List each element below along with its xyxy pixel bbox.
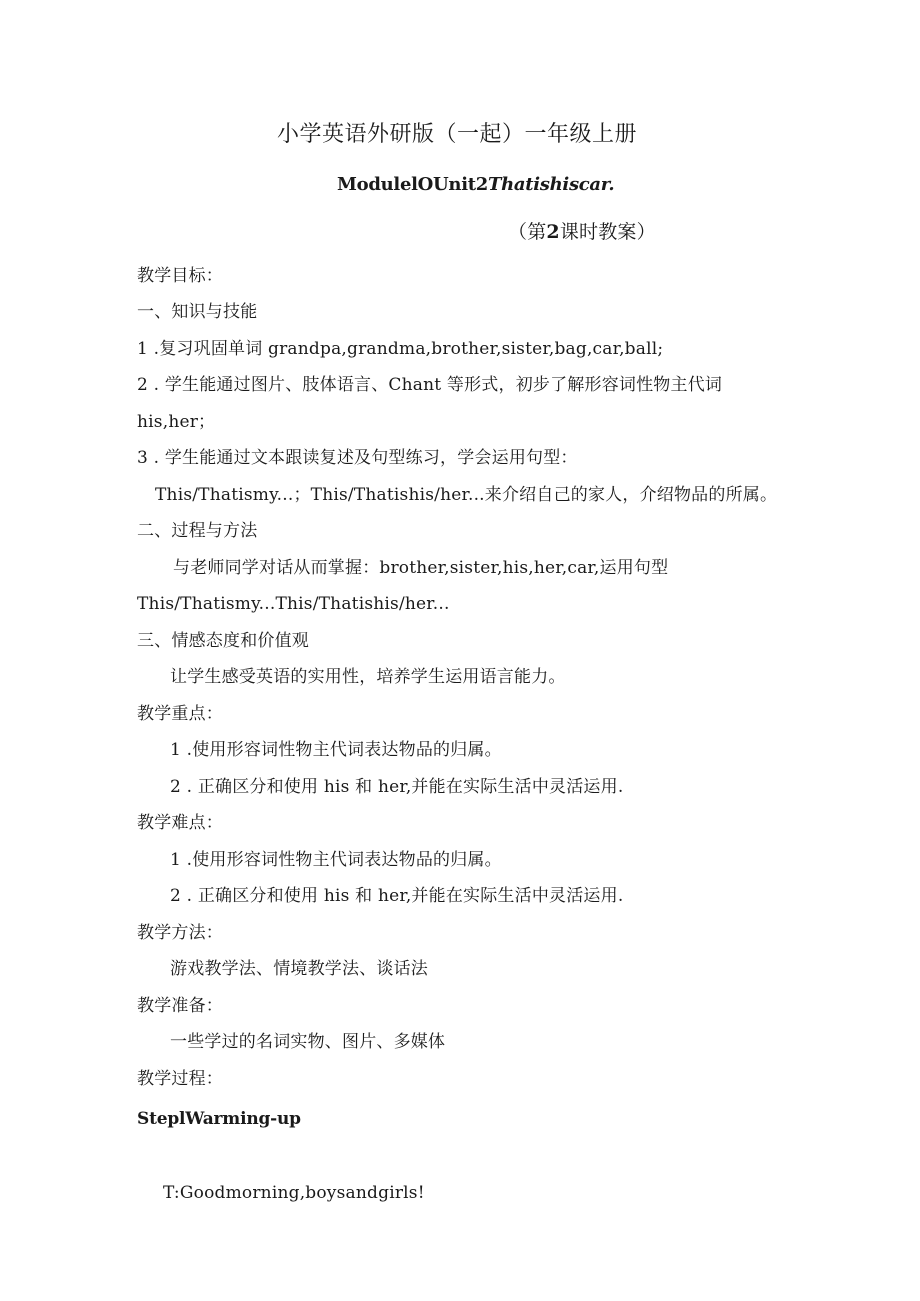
key-point-2: 2 . 正确区分和使用 his 和 her,并能在实际生活中灵活运用. [170, 777, 624, 797]
objective-item-1: 1 .复习巩固单词 grandpa,grandma,brother,sister,bag,car,ball; [137, 339, 664, 359]
lesson-close: 课时教案） [559, 221, 656, 243]
step1-heading: SteplWarming-up [137, 1109, 301, 1129]
document-subtitle [337, 174, 614, 196]
section3-text: 让学生感受英语的实用性，培养学生运用语言能力。 [170, 667, 566, 687]
objective-item-2-continued: his,her； [137, 412, 216, 432]
subtitle-sentence: Thatishiscar. [487, 174, 615, 195]
key-points-heading: 教学重点： [137, 704, 223, 724]
preparation-text: 一些学过的名词实物、图片、多媒体 [170, 1032, 446, 1052]
objective-item-2: 2 . 学生能通过图片、肢体语言、Chant 等形式，初步了解形容词性物主代词 [137, 375, 723, 395]
dialogue-line-1: T:Goodmorning,boysandgirls! [163, 1183, 425, 1203]
methods-heading: 教学方法： [137, 923, 223, 943]
subtitle-module-unit: ModulelOUnit2 [337, 174, 488, 195]
difficult-point-1: 1 .使用形容词性物主代词表达物品的归属。 [170, 850, 502, 870]
methods-text: 游戏教学法、情境教学法、谈话法 [170, 959, 428, 979]
document-title: 小学英语外研版（一起）一年级上册 [277, 122, 638, 147]
preparation-heading: 教学准备： [137, 996, 223, 1016]
section1-heading: 一、知识与技能 [137, 302, 258, 322]
objectives-heading: 教学目标： [137, 266, 223, 286]
difficult-point-2: 2 . 正确区分和使用 his 和 her,并能在实际生活中灵活运用. [170, 886, 624, 906]
difficult-points-heading: 教学难点： [137, 813, 223, 833]
section2-text-continued: This/Thatismy...This/Thatishis/her... [137, 594, 450, 614]
section2-heading: 二、过程与方法 [137, 521, 258, 541]
process-heading: 教学过程： [137, 1069, 223, 1089]
section2-text: 与老师同学对话从而掌握：brother,sister,his,her,car,运用句型 [173, 558, 669, 578]
objective-item-3: 3 . 学生能通过文本跟读复述及句型练习，学会运用句型： [137, 448, 578, 468]
lesson-number-line [508, 221, 656, 243]
key-point-1: 1 .使用形容词性物主代词表达物品的归属。 [170, 740, 502, 760]
lesson-open: （第 [508, 221, 547, 243]
section3-heading: 三、情感态度和价值观 [137, 631, 309, 651]
lesson-number: 2 [546, 221, 560, 243]
objective-item-3-continued: This/Thatismy...；This/Thatishis/her...来介绍自己的家人，介绍物品的所属。 [155, 485, 778, 505]
